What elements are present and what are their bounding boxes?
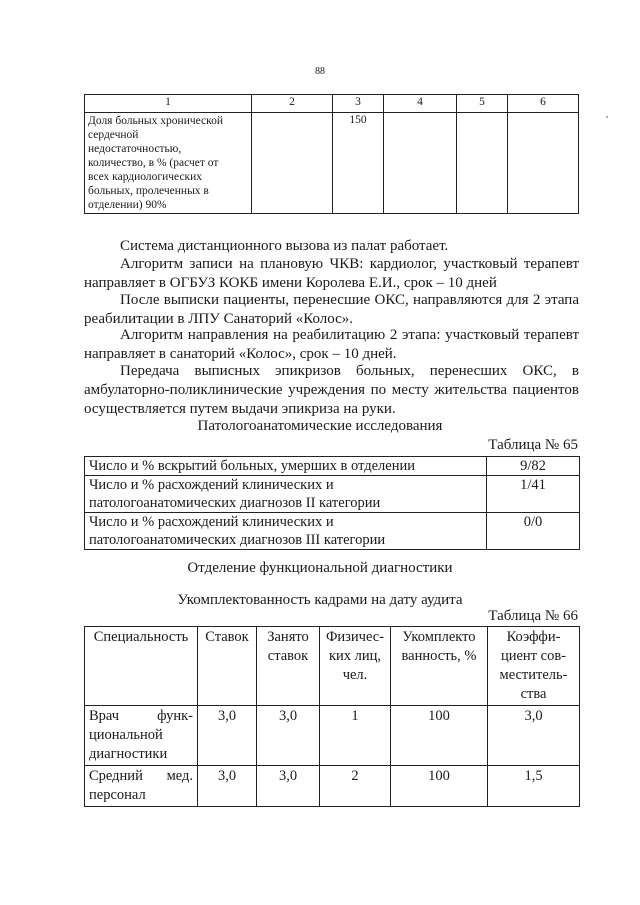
paragraph: Алгоритм записи на плановую ЧКВ: кардиолог, участковый терапевт направляет в ОГБУЗ КОКБ имени Королева Е.И., срок – 10 дней <box>84 256 579 291</box>
table-row <box>85 457 580 476</box>
col-header <box>257 627 320 706</box>
header-line: циент сов- <box>500 648 567 664</box>
coefficient-cell: 3,0 <box>488 706 580 766</box>
cell-line: циональной <box>89 727 163 743</box>
cell-line: Врач функ- <box>89 708 193 724</box>
section-heading: Патологоанатомические исследования <box>197 418 443 434</box>
rates-cell: 3,0 <box>198 766 257 807</box>
cell-line: отделении) 90% <box>88 199 167 211</box>
header-line: Физичес- <box>325 629 385 645</box>
header-line: Специальность <box>93 629 189 645</box>
col-header: 6 <box>508 95 579 113</box>
continued-table <box>84 94 579 214</box>
occupied-cell: 3,0 <box>257 766 320 807</box>
col-header: 4 <box>384 95 457 113</box>
section-heading: Отделение функциональной диагностики <box>187 560 453 576</box>
rates-cell: 3,0 <box>198 706 257 766</box>
row-value: 0/0 <box>487 513 580 550</box>
table-cell <box>457 113 508 214</box>
header-line: ванность, % <box>401 648 477 664</box>
table-row <box>85 513 580 550</box>
persons-cell: 2 <box>320 766 391 807</box>
occupied-cell: 3,0 <box>257 706 320 766</box>
header-line: меститель- <box>499 667 568 683</box>
cell-line: персонал <box>89 787 146 803</box>
staffing-cell: 100 <box>391 766 488 807</box>
cell-line: всех кардиологических <box>88 171 203 183</box>
cell-line: Средний мед. <box>89 768 193 784</box>
value-cell: 150 <box>333 113 384 214</box>
col-header <box>85 627 198 706</box>
table-header-row <box>85 95 579 113</box>
table-row <box>85 113 579 214</box>
row-label: Число и % расхождений клинических и патологоанатомических диагнозов II категории <box>85 476 487 513</box>
row-value: 1/41 <box>487 476 580 513</box>
table-label: Таблица № 66 <box>488 608 578 624</box>
table-row <box>85 706 580 766</box>
col-header: 5 <box>457 95 508 113</box>
paragraph: Алгоритм направления на реабилитацию 2 этапа: участковый терапевт направляет в санаторий «Колос», срок – 10 дней. <box>84 327 579 362</box>
col-header: 2 <box>252 95 333 113</box>
cell-line: больных, пролеченных в <box>88 185 209 197</box>
staffing-table <box>84 626 580 807</box>
cell-line: количество, в % (расчет от <box>88 157 219 169</box>
specialty-cell <box>85 706 198 766</box>
row-value: 9/82 <box>487 457 580 476</box>
col-header: 1 <box>85 95 252 113</box>
header-line: Ставок <box>205 629 249 645</box>
table-cell <box>252 113 333 214</box>
col-header <box>391 627 488 706</box>
cell-line: Доля больных хронической <box>88 115 224 127</box>
cell-line: сердечной <box>88 129 139 141</box>
row-label: Число и % расхождений клинических и патологоанатомических диагнозов III категории <box>85 513 487 550</box>
row-label: Число и % вскрытий больных, умерших в отделении <box>85 457 487 476</box>
indicator-cell <box>85 113 252 214</box>
persons-cell: 1 <box>320 706 391 766</box>
col-header <box>198 627 257 706</box>
pathology-table <box>84 456 580 550</box>
table-row <box>85 476 580 513</box>
scan-speck <box>606 116 608 118</box>
coefficient-cell: 1,5 <box>488 766 580 807</box>
header-line: чел. <box>342 667 368 683</box>
header-line: ставок <box>267 648 309 664</box>
staffing-cell: 100 <box>391 706 488 766</box>
col-header <box>320 627 391 706</box>
table-cell <box>508 113 579 214</box>
col-header: 3 <box>333 95 384 113</box>
header-line: Укомплекто <box>402 629 476 645</box>
page-number: 88 <box>315 66 325 77</box>
table-label: Таблица № 65 <box>488 437 578 453</box>
header-line: ких лиц, <box>328 648 382 664</box>
table-cell <box>384 113 457 214</box>
specialty-cell <box>85 766 198 807</box>
cell-line: недостаточностью, <box>88 143 182 155</box>
section-subheading: Укомплектованность кадрами на дату аудита <box>177 592 463 608</box>
header-line: Занято <box>267 629 309 645</box>
paragraph: Система дистанционного вызова из палат работает. <box>120 238 449 254</box>
table-row <box>85 766 580 807</box>
paragraph: Передача выписных эпикризов больных, перенесших ОКС, в амбулаторно-поликлинические учреждения по месту жительства пациентов осуществляется путем выдачи эпикриза на руки. <box>84 363 579 417</box>
table-header-row <box>85 627 580 706</box>
header-line: Коэффи- <box>506 629 561 645</box>
cell-line: диагностики <box>89 746 168 762</box>
paragraph: После выписки пациенты, перенесшие ОКС, направляются для 2 этапа реабилитации в ЛПУ Санаторий «Колос». <box>84 292 579 327</box>
header-line: ства <box>520 686 547 702</box>
col-header <box>488 627 580 706</box>
